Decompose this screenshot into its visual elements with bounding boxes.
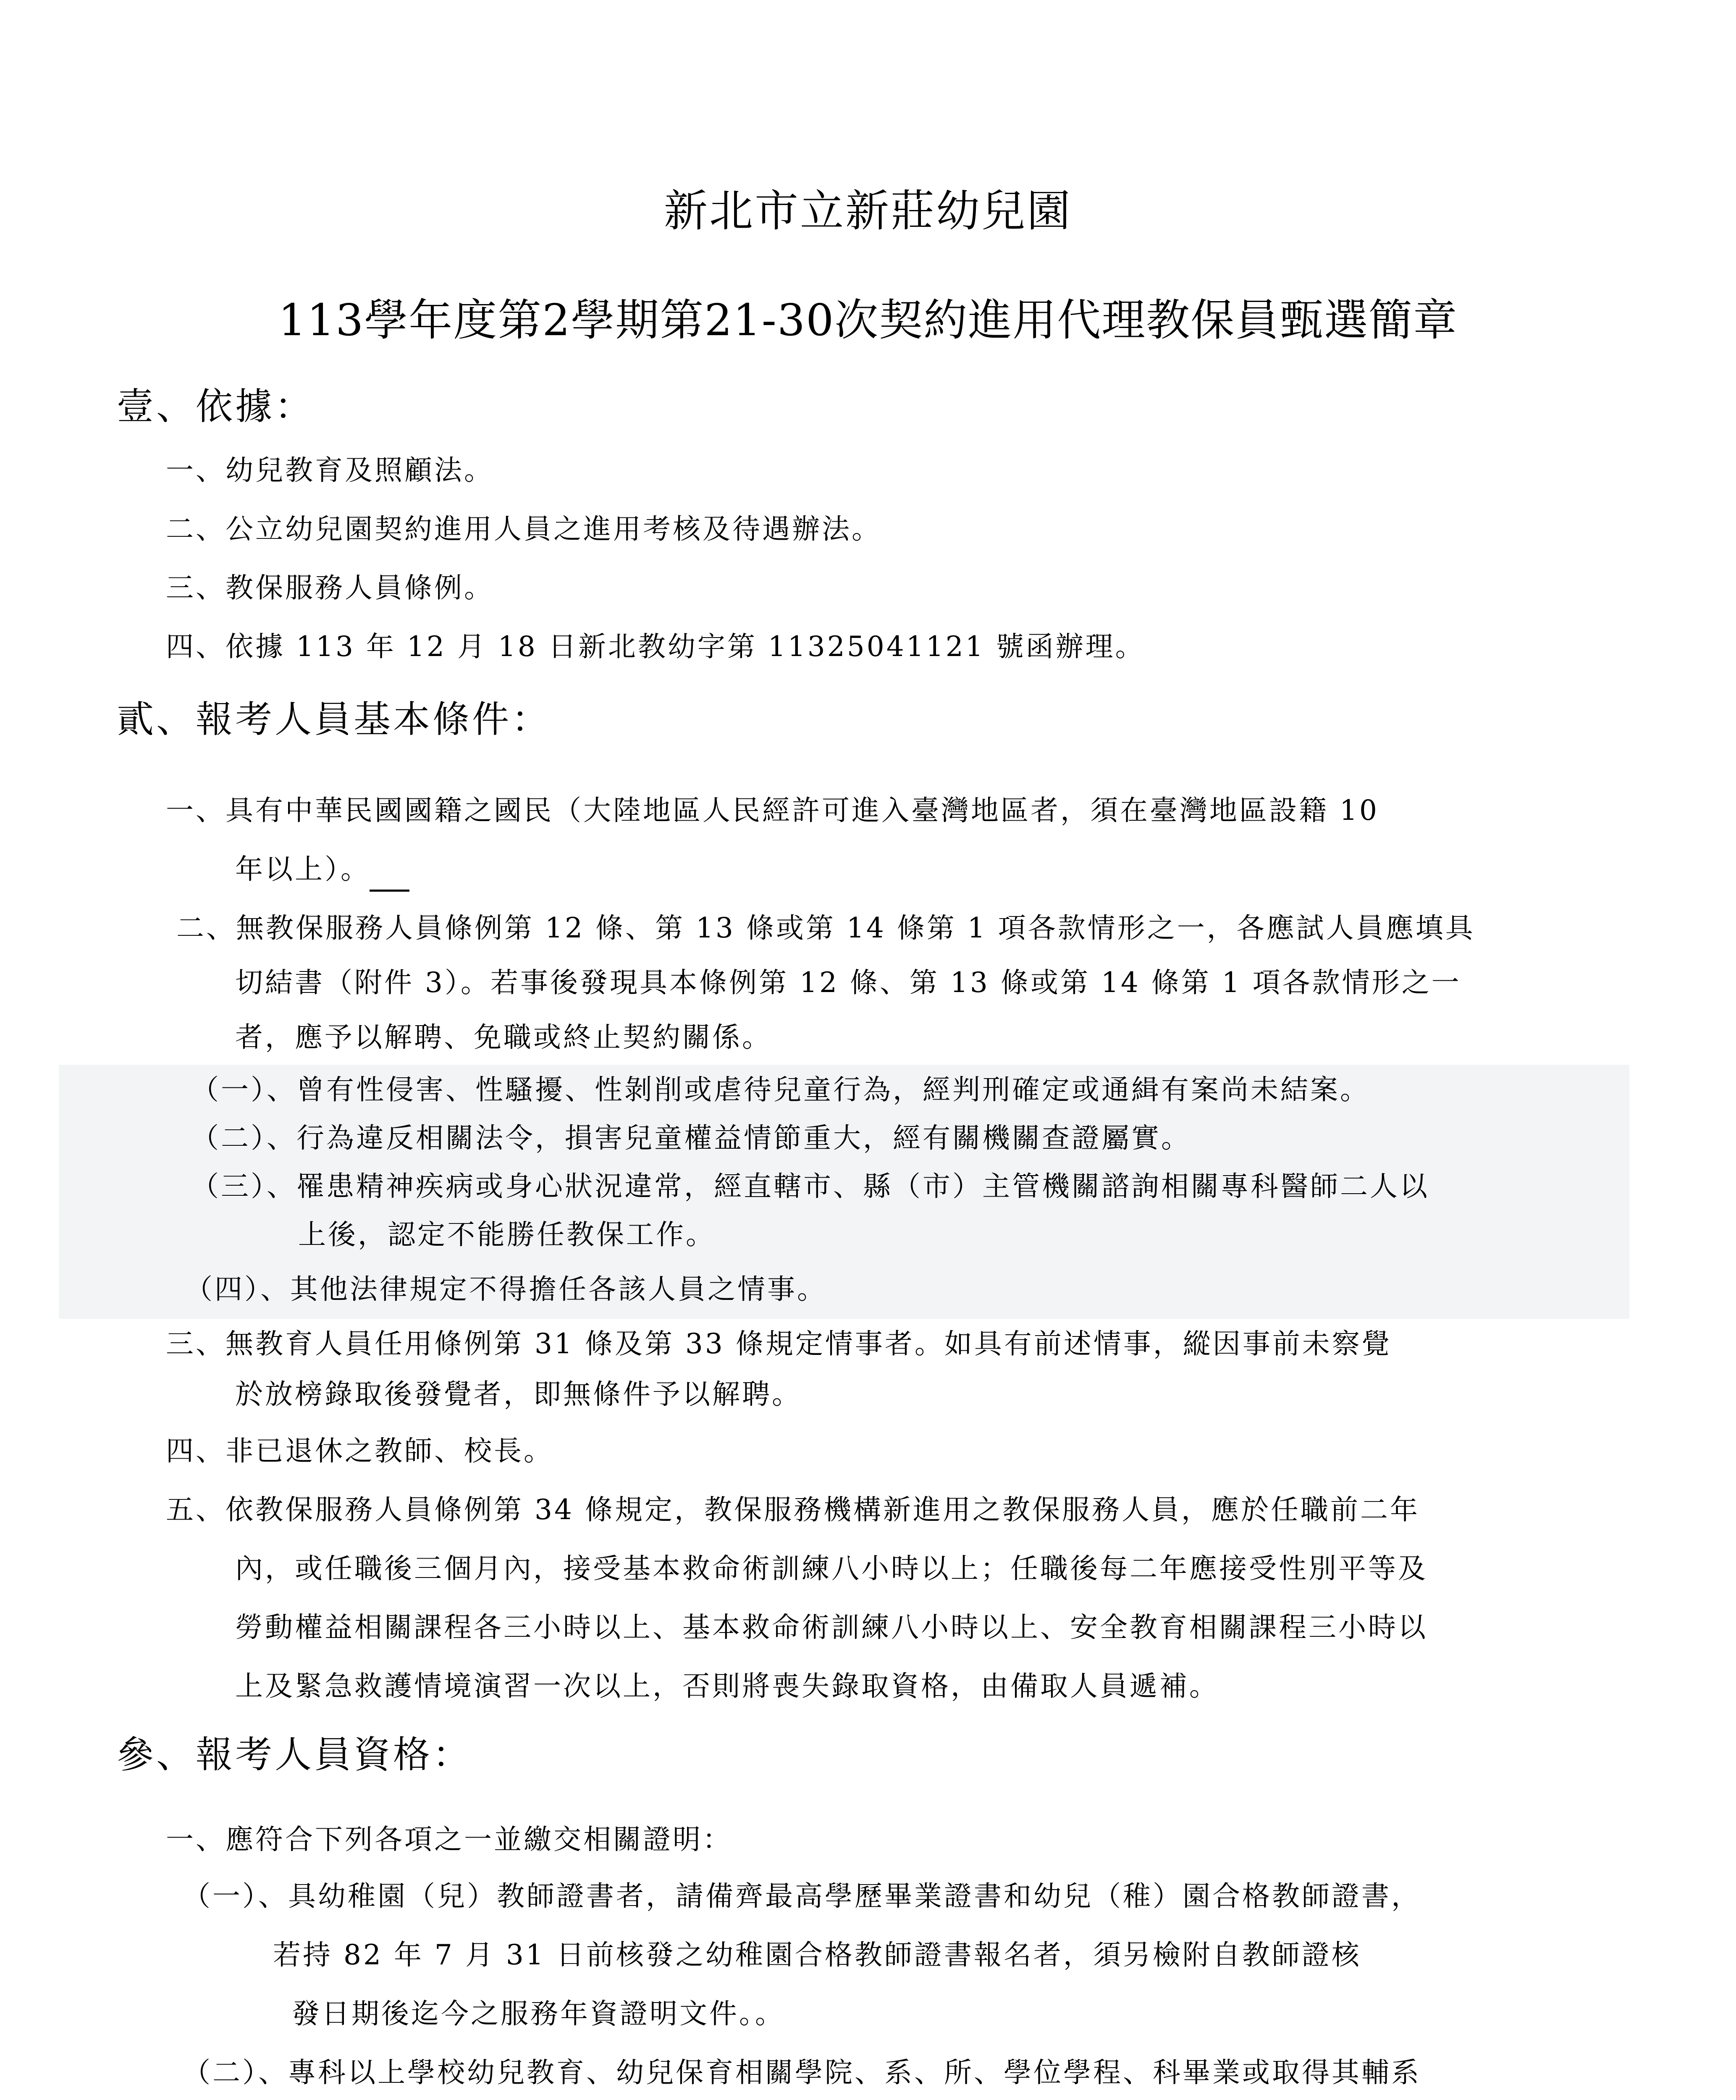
condition-5-line-1: 五、依教保服務人員條例第 34 條規定，教保服務機構新進用之教保服務人員，應於任職前二年 bbox=[166, 1494, 1420, 1526]
basis-item-3: 三、教保服務人員條例。 bbox=[166, 572, 494, 604]
qualification-1-sub-1-line-2: 若持 82 年 7 月 31 日前核發之幼稚園合格教師證書報名者，須另檢附自教師證核 bbox=[273, 1939, 1361, 1971]
section-heading-qualifications: 參、報考人員資格： bbox=[117, 1733, 472, 1776]
condition-2-line-1: 二、無教保服務人員條例第 12 條、第 13 條或第 14 條第 1 項各款情形之一，各應試人員應填具 bbox=[176, 912, 1475, 944]
condition-4: 四、非已退休之教師、校長。 bbox=[166, 1435, 553, 1467]
qualification-1: 一、應符合下列各項之一並繳交相關證明： bbox=[166, 1823, 732, 1856]
condition-2-line-3: 者，應予以解聘、免職或終止契約關係。 bbox=[235, 1021, 772, 1053]
qualification-1-sub-1-line-3: 發日期後迄今之服務年資證明文件。。 bbox=[292, 1998, 785, 2030]
condition-2-sub-1: （一）、曾有性侵害、性騷擾、性剝削或虐待兒童行為，經判刑確定或通緝有案尚未結案。 bbox=[191, 1074, 1370, 1106]
section-heading-basis: 壹、依據： bbox=[117, 385, 315, 428]
page-subtitle: 113學年度第2學期第21-30次契約進用代理教保員甄選簡章 bbox=[278, 294, 1458, 346]
underline-mark bbox=[370, 890, 409, 892]
condition-1-line-2: 年以上）。 bbox=[235, 853, 370, 885]
condition-2-sub-2: （二）、行為違反相關法令，損害兒童權益情節重大，經有關機關查證屬實。 bbox=[191, 1122, 1191, 1154]
condition-2-sub-3-line-1: （三）、罹患精神疾病或身心狀況違常，經直轄市、縣（市）主管機關諮詢相關專科醫師二人以 bbox=[191, 1170, 1429, 1202]
basis-item-1: 一、幼兒教育及照顧法。 bbox=[166, 454, 494, 486]
basis-item-4: 四、依據 113 年 12 月 18 日新北教幼字第 11325041121 號函辦理。 bbox=[166, 630, 1145, 663]
condition-2-line-2: 切結書（附件 3）。若事後發現具本條例第 12 條、第 13 條或第 14 條第 1 項各款情形之一 bbox=[235, 966, 1461, 999]
basis-item-2: 二、公立幼兒園契約進用人員之進用考核及待遇辦法。 bbox=[166, 513, 881, 545]
qualification-1-sub-2-line-1: （二）、專科以上學校幼兒教育、幼兒保育相關學院、系、所、學位學程、科畢業或取得其輔系 bbox=[183, 2056, 1421, 2089]
section-heading-conditions: 貳、報考人員基本條件： bbox=[117, 698, 551, 741]
page-title: 新北市立新莊幼兒園 bbox=[663, 185, 1072, 236]
condition-5-line-2: 內，或任職後三個月內，接受基本救命術訓練八小時以上；任職後每二年應接受性別平等及 bbox=[235, 1552, 1428, 1585]
condition-3-line-1: 三、無教育人員任用條例第 31 條及第 33 條規定情事者。如具有前述情事，縱因事前未察覺 bbox=[166, 1328, 1392, 1360]
condition-5-line-4: 上及緊急救護情境演習一次以上，否則將喪失錄取資格，由備取人員遞補。 bbox=[235, 1670, 1219, 1702]
condition-3-line-2: 於放榜錄取後發覺者，即無條件予以解聘。 bbox=[235, 1378, 802, 1410]
condition-1-line-1: 一、具有中華民國國籍之國民（大陸地區人民經許可進入臺灣地區者，須在臺灣地區設籍 10 bbox=[166, 794, 1379, 827]
condition-2-sub-4: （四）、其他法律規定不得擔任各該人員之情事。 bbox=[185, 1273, 827, 1305]
condition-2-sub-3-line-2: 上後，認定不能勝任教保工作。 bbox=[298, 1218, 716, 1251]
qualification-1-sub-1-line-1: （一）、具幼稚園（兒）教師證書者，請備齊最高學歷畢業證書和幼兒（稚）園合格教師證書， bbox=[183, 1880, 1421, 1912]
condition-5-line-3: 勞動權益相關課程各三小時以上、基本救命術訓練八小時以上、安全教育相關課程三小時以 bbox=[235, 1611, 1428, 1643]
